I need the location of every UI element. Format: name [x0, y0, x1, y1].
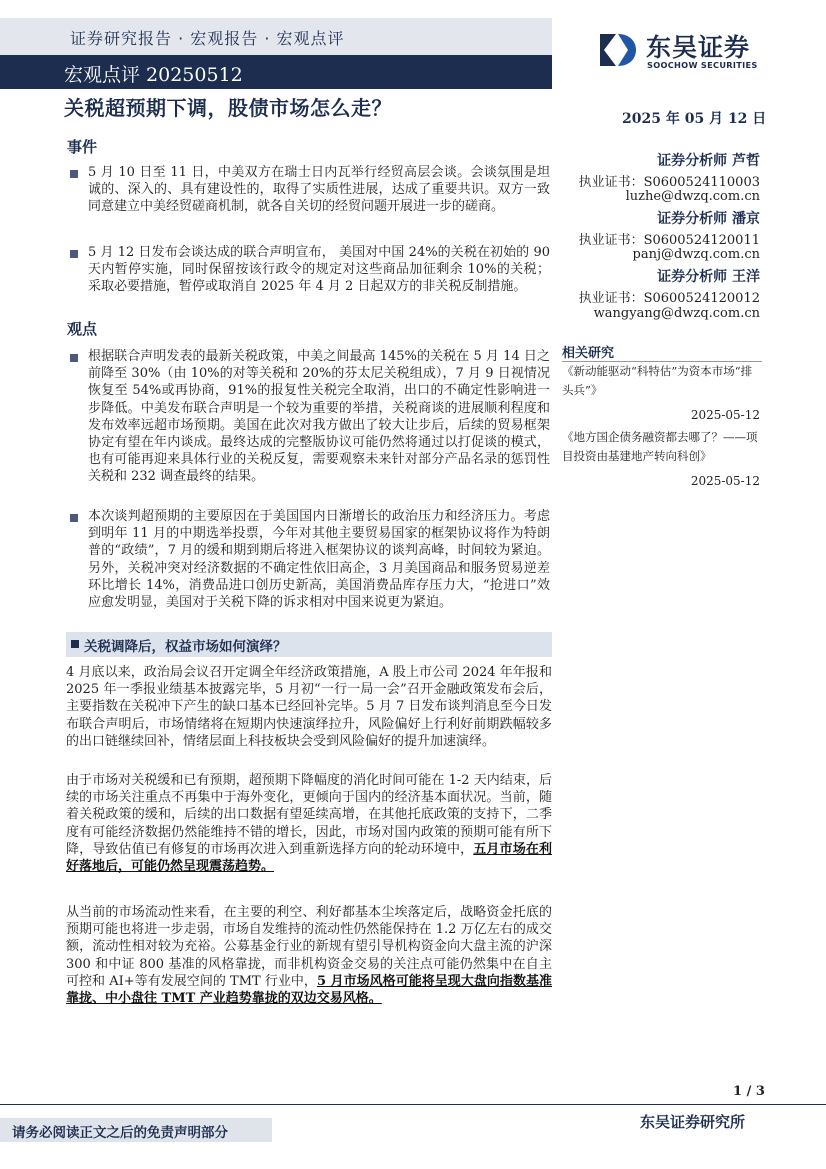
equity-paragraph-2-emphasis: 五月市场在利好落地后，可能仍然呈现震荡趋势。 [66, 841, 552, 875]
event-paragraph-1: 5 月 10 日至 11 日，中美双方在瑞士日内瓦举行经贸高层会谈。会谈氛围是坦诚的、深入的、具有建设性的，取得了实质性进展，达成了重要共识。双方一致同意建立中美经贸磋商机制，就各自关切的经贸问题开展进一步的磋商。 [88, 165, 550, 215]
bullet-icon [70, 170, 78, 178]
bullet-icon [70, 514, 78, 522]
equity-paragraph-3-emphasis: 5 月市场风格可能将呈现大盘向指数基准靠拢、中小盘往 TMT 产业趋势靠拢的双边交易风格。 [66, 973, 553, 1007]
report-date: 2025 年 05 月 12 日 [622, 111, 767, 127]
section-view-heading: 观点 [67, 320, 98, 338]
analyst-1-name: 证券分析师 芦哲 [657, 153, 760, 169]
footer-divider [0, 1104, 826, 1105]
analyst-2-email[interactable]: panj@dwzq.com.cn [632, 247, 760, 262]
report-type-band [0, 55, 552, 89]
analyst-2-name: 证券分析师 潘京 [657, 211, 760, 227]
subsection-bar [66, 632, 552, 657]
equity-paragraph-2-text: 由于市场对关税缓和已有预期，超预期下降幅度的消化时间可能在 1-2 天内结束，后续的市场关注重点不再集中于海外变化，更倾向于国内的经济基本面状况。当前，随着关税政策的缓和，后续的出口数据有望延续高增，在其他托底政策的支持下，二季度有可能经济数据仍然能维持不错的增长，因此，市场对国内政策的预期可能有所下降，导致估值已有修复的市场再次进入到重新选择方向的轮动环境中， [66, 773, 552, 857]
related-item-1-date: 2025-05-12 [690, 408, 760, 422]
related-item-1[interactable]: 《新动能驱动“科特估”为资本市场“排头兵”》 [562, 364, 753, 397]
related-research-heading: 相关研究 [562, 346, 615, 361]
related-item-2-date: 2025-05-12 [690, 474, 760, 488]
view-paragraph-1: 根据联合声明发表的最新关税政策，中美之间最高 145%的关税在 5 月 14 日之前降至 30%（由 10%的对等关税和 20%的芬太尼关税组成），7 月 9 日视情况恢复至 54%或再协商，91%的报复性关税完全取消，出口的不确定性影响进一步降低。中美发布联合声明是一个较为重要的举措，关税商谈的进展顺利程度和发布效率远超市场预期。美国在此次对我方做出了较大让步后，后续的贸易框架协定有望在年内谈成。最终达成的完整版协议可能仍然将通过以打促谈的模式，也有可能再迎来具体行业的关税反复，需要观察未来针对部分产品名录的惩罚性关税和 232 调查最终的结果。 [88, 349, 550, 485]
equity-paragraph-1: 4 月底以来，政治局会议召开定调全年经济政策措施，A 股上市公司 2024 年年报和 2025 年一季报业绩基本披露完毕，5 月初“一行一局一会”召开金融政策发布会后，主要指数在关税冲下产生的缺口基本已经回补完毕。5 月 7 日发布谈判消息至今日发布联合声明后，市场情绪将在短期内快速演绎拉升，风险偏好上行利好前期跌幅较多的出口链继续回补，情绪层面上科技板块会受到风险偏好的提升加速演绎。 [66, 665, 552, 749]
disclaimer-text: 请务必阅读正文之后的免责声明部分 [12, 1125, 228, 1141]
equity-paragraph-2 [66, 772, 552, 875]
analyst-3-email[interactable]: wangyang@dwzq.com.cn [593, 306, 760, 321]
bullet-icon [70, 250, 78, 258]
report-title: 关税超预期下调，股债市场怎么走？ [64, 96, 392, 120]
view-paragraph-2: 本次谈判超预期的主要原因在于美国国内日渐增长的政治压力和经济压力。考虑到明年 11 月的中期选举投票，今年对其他主要贸易国家的框架协议将作为特朗普的“政绩”，7 月的缓和期到期后将进入框架协议的谈判高峰，时间较为紧迫。另外，关税冲突对经济数据的不确定性依旧高企，3 月美国商品和服务贸易逆差环比增长 14%，消费品进口创历史新高，美国消费品库存压力大，“抢进口”效应愈发明显，美国对于关税下降的诉求相对中国来说更为紧迫。 [88, 509, 550, 611]
subsection-heading: 关税调降后，权益市场如何演绎？ [84, 639, 287, 655]
logo-text-cn: 东吴证券 [646, 33, 751, 62]
equity-paragraph-3 [66, 904, 552, 1007]
logo-mark-icon [596, 30, 640, 70]
section-event-heading: 事件 [67, 138, 98, 156]
analyst-3-cert: 执业证书：S0600524120012 [578, 291, 760, 306]
analyst-1-email[interactable]: luzhe@dwzq.com.cn [625, 189, 760, 204]
disclaimer-band [0, 1118, 272, 1142]
report-tag: 宏观点评 20250512 [64, 64, 243, 86]
subsection-marker-icon [71, 640, 79, 648]
page-number: 1 / 3 [733, 1084, 765, 1099]
analyst-1-cert: 执业证书：S0600524110003 [578, 175, 760, 190]
equity-paragraph-3-text: 从当前的市场流动性来看，在主要的利空、利好都基本尘埃落定后，战略资金托底的预期可能也将进一步走弱，市场自发维持的流动性仍然能保持在 1.2 万亿左右的成交额，流动性相对较为充裕。公募基金行业的新规有望引导机构资金向大盘主流的沪深 300 和中证 800 基准的风格靠拢，而非机构资金交易的关注点可能仍然集中在自主可控和 AI+等有发展空间的 TMT 行业中， [66, 905, 552, 989]
breadcrumb: 证券研究报告 · 宏观报告 · 宏观点评 [70, 29, 345, 48]
logo-text-en: SOOCHOW SECURITIES [647, 60, 758, 70]
company-logo [596, 28, 776, 76]
bullet-icon [70, 354, 78, 362]
analyst-3-name: 证券分析师 王洋 [657, 269, 760, 285]
header-band [0, 18, 552, 55]
related-item-2[interactable]: 《地方国企债务融资都去哪了？——项目投资由基建地产转向科创》 [562, 430, 758, 463]
institute-name: 东吴证券研究所 [640, 1113, 746, 1131]
analyst-2-cert: 执业证书：S0600524120011 [578, 233, 760, 248]
event-paragraph-2: 5 月 12 日发布会谈达成的联合声明宣布， 美国对中国 24%的关税在初始的 90 天内暂停实施，同时保留按该行政令的规定对这些商品加征剩余 10%的关税；采取必要措施，暂停或取消自 2025 年 4 月 2 日起双方的非关税反制措施。 [88, 245, 550, 295]
